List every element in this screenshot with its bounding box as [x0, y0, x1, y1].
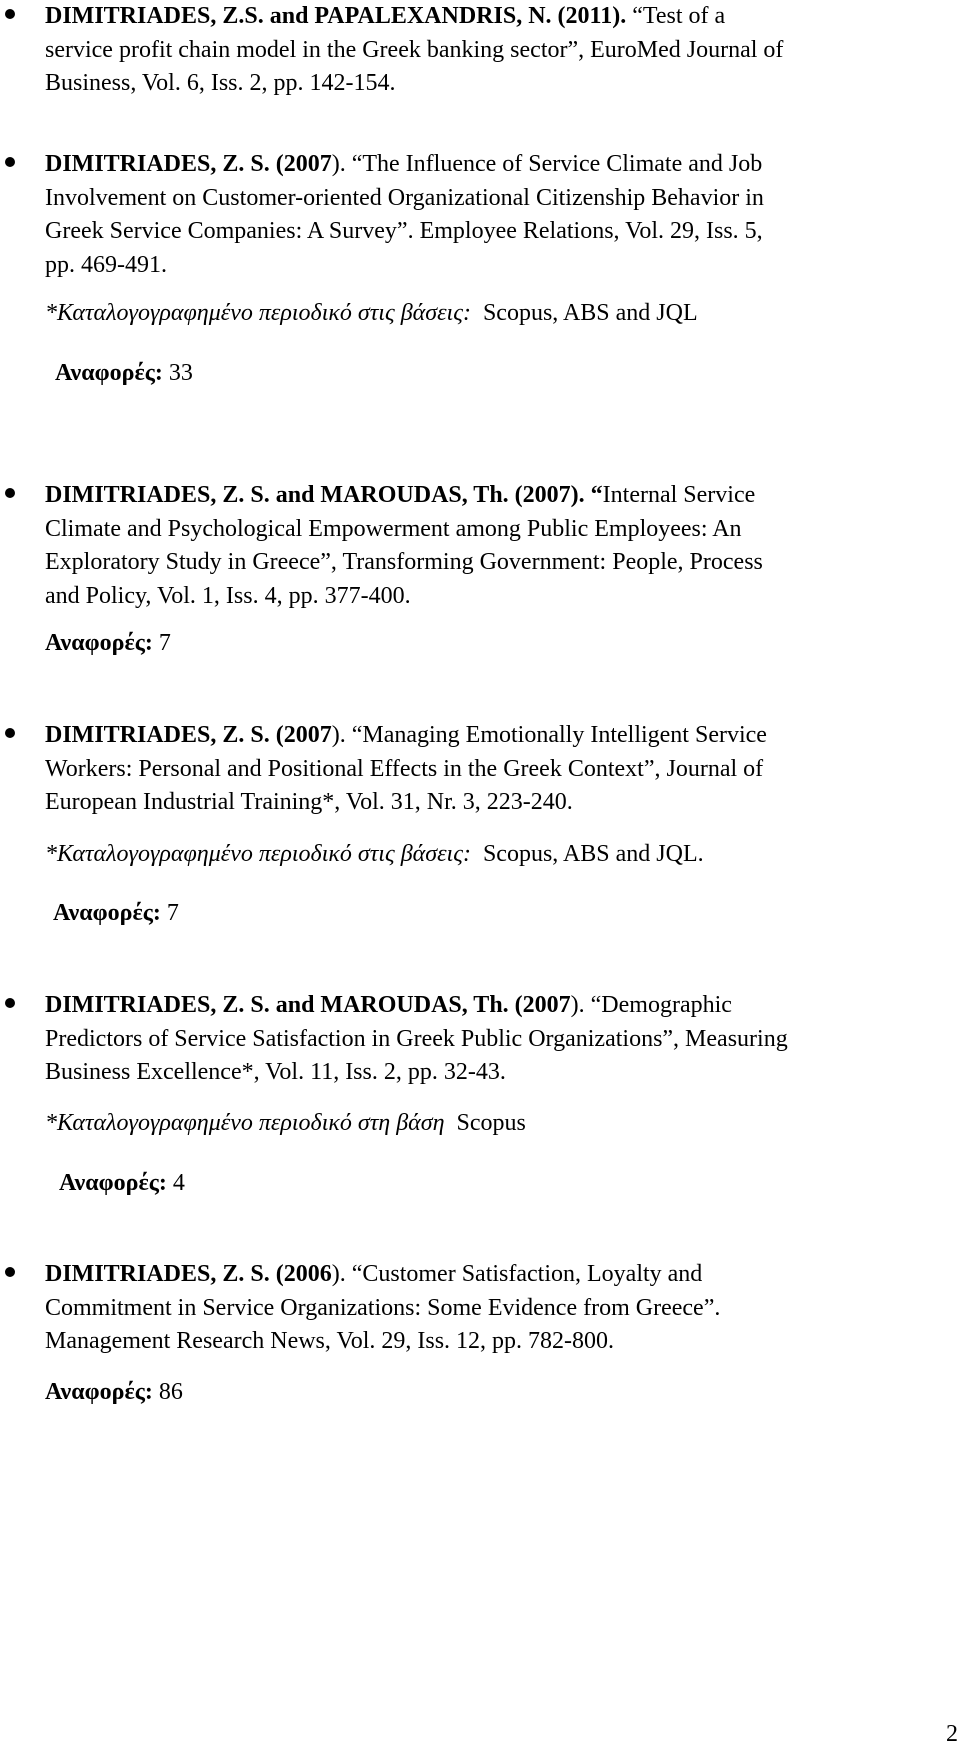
citations [45, 1376, 183, 1410]
citations-label: Αναφορές: [59, 1170, 167, 1196]
indexed-databases [45, 1107, 526, 1141]
citations [53, 897, 179, 931]
citations-label: Αναφορές: [55, 360, 163, 386]
bullet-icon [5, 9, 15, 19]
entry-line-3: Greek Service Companies: A Survey”. Employee Relations, Vol. 29, Iss. 5, [45, 218, 763, 244]
indexed-databases [45, 838, 704, 872]
indexed-databases [45, 297, 698, 331]
bullet-icon [5, 728, 15, 738]
entry-authors: DIMITRIADES, Z. S. and MAROUDAS, Th. (2007). “ [45, 482, 603, 508]
citations [55, 357, 193, 391]
entry-title-start: Internal Service [602, 482, 756, 508]
entry-line-3: Business Excellence*, Vol. 11, Iss. 2, pp. 32-43. [45, 1059, 506, 1085]
entry-authors-tail: ). [331, 1261, 346, 1287]
reference-entry-6 [45, 1258, 945, 1359]
citations-label: Αναφορές: [45, 630, 153, 656]
entry-line-4: and Policy, Vol. 1, Iss. 4, pp. 377-400. [45, 582, 411, 609]
entry-authors-tail: ). [331, 151, 346, 177]
entry-authors: DIMITRIADES, Z. S. (2006 [45, 1261, 332, 1287]
entry-line-1 [45, 1258, 945, 1292]
entry-line-1 [45, 989, 945, 1023]
bullet-icon [5, 488, 15, 498]
indexed-label: *Καταλογογραφημένο περιοδικό στις βάσεις: [45, 841, 471, 867]
indexed-value: Scopus [456, 1110, 526, 1136]
entry-line-2: service profit chain model in the Greek banking sector”, EuroMed Journal of [45, 36, 784, 63]
bullet-icon [5, 1267, 15, 1277]
indexed-label: *Καταλογογραφημένο περιοδικό στη βάση [45, 1110, 445, 1136]
entry-title-start: “Customer Satisfaction, Loyalty and [351, 1261, 703, 1287]
entry-line-1 [45, 148, 945, 182]
entry-authors-tail: ). [570, 992, 585, 1018]
entry-authors: DIMITRIADES, Z. S. (2007 [45, 151, 332, 177]
bullet-icon [5, 157, 15, 167]
entry-line-3: European Industrial Training*, Vol. 31, Nr. 3, 223-240. [45, 789, 573, 815]
entry-authors: DIMITRIADES, Z. S. (2007 [45, 722, 332, 748]
reference-entry-5 [45, 989, 945, 1090]
indexed-value: Scopus, ABS and JQL. [482, 841, 704, 867]
entry-line-3: Exploratory Study in Greece”, Transforming Government: People, Process [45, 549, 763, 575]
reference-entry-3 [45, 479, 945, 613]
entry-title-start: “Test of a [632, 3, 726, 29]
entry-line-3: Business, Vol. 6, Iss. 2, pp. 142-154. [45, 70, 396, 96]
citations-count: 33 [168, 360, 193, 386]
page-number: 2 [946, 1721, 958, 1747]
entry-line-4: pp. 469-491. [45, 251, 167, 278]
entry-line-2: Predictors of Service Satisfaction in Greek Public Organizations”, Measuring [45, 1025, 788, 1052]
entry-line-2: Climate and Psychological Empowerment among Public Employees: An [45, 515, 742, 542]
entry-authors-tail: ). [331, 722, 346, 748]
bullet-icon [5, 998, 15, 1008]
entry-line-2: Workers: Personal and Positional Effects in the Greek Context”, Journal of [45, 755, 764, 782]
entry-line-3: Management Research News, Vol. 29, Iss. 12, pp. 782-800. [45, 1328, 615, 1354]
entry-line-1 [45, 0, 945, 34]
citations-count: 7 [158, 630, 171, 656]
reference-entry-4 [45, 719, 945, 820]
citations-label: Αναφορές: [53, 900, 161, 926]
entry-authors: DIMITRIADES, Z. S. and MAROUDAS, Th. (2007 [45, 992, 571, 1018]
reference-entry-1 [45, 0, 945, 101]
entry-line-2: Commitment in Service Organizations: Some Evidence from Greece”. [45, 1294, 721, 1321]
citations [45, 627, 171, 661]
citations-count: 86 [158, 1379, 183, 1405]
reference-entry-2 [45, 148, 945, 282]
entry-line-2: Involvement on Customer-oriented Organizational Citizenship Behavior in [45, 184, 764, 211]
citations-count: 4 [172, 1170, 185, 1196]
entry-line-1 [45, 719, 945, 753]
entry-authors: DIMITRIADES, Z.S. and PAPALEXANDRIS, N. (2011). [45, 3, 627, 29]
entry-title-start: “Managing Emotionally Intelligent Service [351, 722, 767, 748]
entry-line-1 [45, 479, 945, 513]
entry-title-start: “Demographic [590, 992, 732, 1018]
citations-count: 7 [166, 900, 179, 926]
indexed-value: Scopus, ABS and JQL [482, 300, 698, 326]
citations [59, 1167, 185, 1201]
indexed-label: *Καταλογογραφημένο περιοδικό στις βάσεις: [45, 300, 471, 326]
citations-label: Αναφορές: [45, 1379, 153, 1405]
entry-title-start: “The Influence of Service Climate and Job [351, 151, 763, 177]
